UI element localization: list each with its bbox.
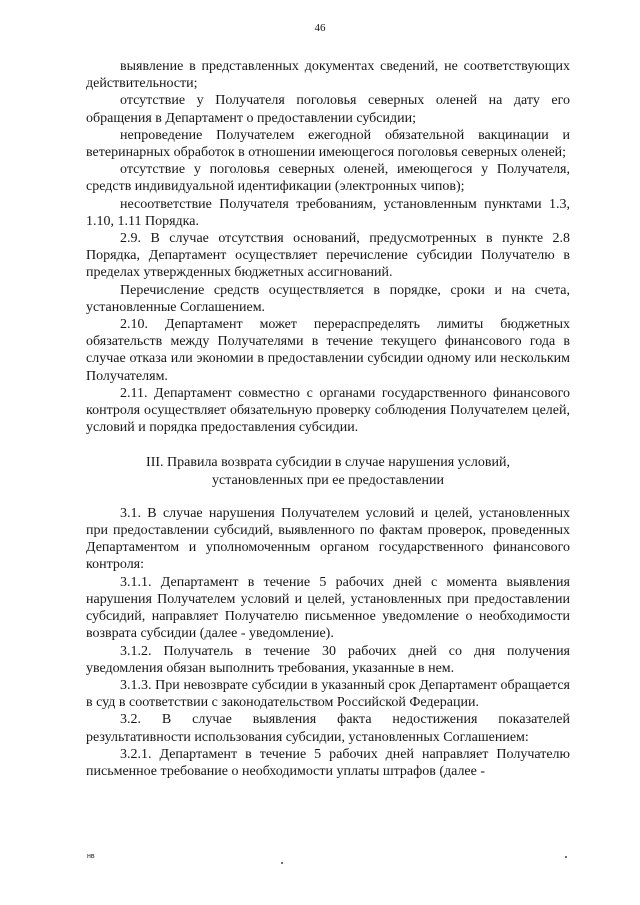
paragraph-3-1-3: 3.1.3. При невозврате субсидии в указанный срок Департамент обращается в суд в соответствии с законодательством Российской Федерации.	[86, 677, 570, 711]
paragraph: Перечисление средств осуществляется в порядке, сроки и на счета, установленные Соглашением.	[86, 282, 570, 315]
paragraph-3-1: 3.1. В случае нарушения Получателем условий и целей, установленных при предоставлении субсидий, выявленного по фактам проверок, проведенных Департаментом и уполномоченным органом государственного финансового контроля:	[86, 505, 570, 573]
paragraph: выявление в представленных документах сведений, не соответствующих действительности;	[86, 59, 570, 92]
section-heading	[86, 454, 570, 488]
paragraph-3-2: 3.2. В случае выявления факта недостижения показателей результативности использования субсидии, установленных Соглашением:	[86, 712, 570, 745]
paragraph: непроведение Получателем ежегодной обязательной вакцинации и ветеринарных обработок в отношении имеющегося поголовья северных оленей;	[86, 127, 570, 161]
document-body	[86, 58, 570, 780]
section-heading-line1: III. Правила возврата субсидии в случае нарушения условий,	[146, 455, 510, 471]
page-number: 46	[314, 22, 326, 34]
scan-speck	[565, 856, 567, 858]
section-heading-line2: установленных при ее предоставлении	[212, 472, 444, 488]
paragraph: отсутствие у Получателя поголовья северных оленей на дату его обращения в Департамент о предоставлении субсидии;	[86, 93, 570, 126]
paragraph: отсутствие у поголовья северных оленей, имеющегося у Получателя, средств индивидуальной идентификации (электронных чипов);	[86, 162, 570, 195]
paragraph-2-11: 2.11. Департамент совместно с органами государственного финансового контроля осуществляет обязательную проверку соблюдения Получателем целей, условий и порядка предоставления субсидии.	[86, 385, 570, 436]
paragraph-3-1-1: 3.1.1. Департамент в течение 5 рабочих дней с момента выявления нарушения Получателем условий и целей, установленных при предоставлении субсидий, направляет Получателю письменное уведомление о необходимости возврата субсидии (далее - уведомление).	[86, 574, 570, 642]
paragraph-2-9: 2.9. В случае отсутствия оснований, предусмотренных в пункте 2.8 Порядка, Департамент осуществляет перечисление субсидии Получателю в пределах утвержденных бюджетных ассигнований.	[86, 231, 570, 281]
paragraph-3-1-2: 3.1.2. Получатель в течение 30 рабочих дней со дня получения уведомления обязан выполнить требования, указанные в нем.	[86, 643, 570, 676]
scan-speck	[281, 862, 283, 864]
paragraph-2-10: 2.10. Департамент может перераспределять лимиты бюджетных обязательств между Получателями в течение текущего финансового года в случае отказа или экономии в предоставлении субсидии одному или нескольким Получателям.	[86, 317, 570, 384]
paragraph: несоответствие Получателя требованиям, установленным пунктами 1.3, 1.10, 1.11 Порядка.	[86, 196, 570, 229]
footer-initials: нв	[87, 853, 95, 860]
paragraph-3-2-1: 3.2.1. Департамент в течение 5 рабочих дней направляет Получателю письменное требование о необходимости уплаты штрафов (далее -	[86, 746, 570, 779]
